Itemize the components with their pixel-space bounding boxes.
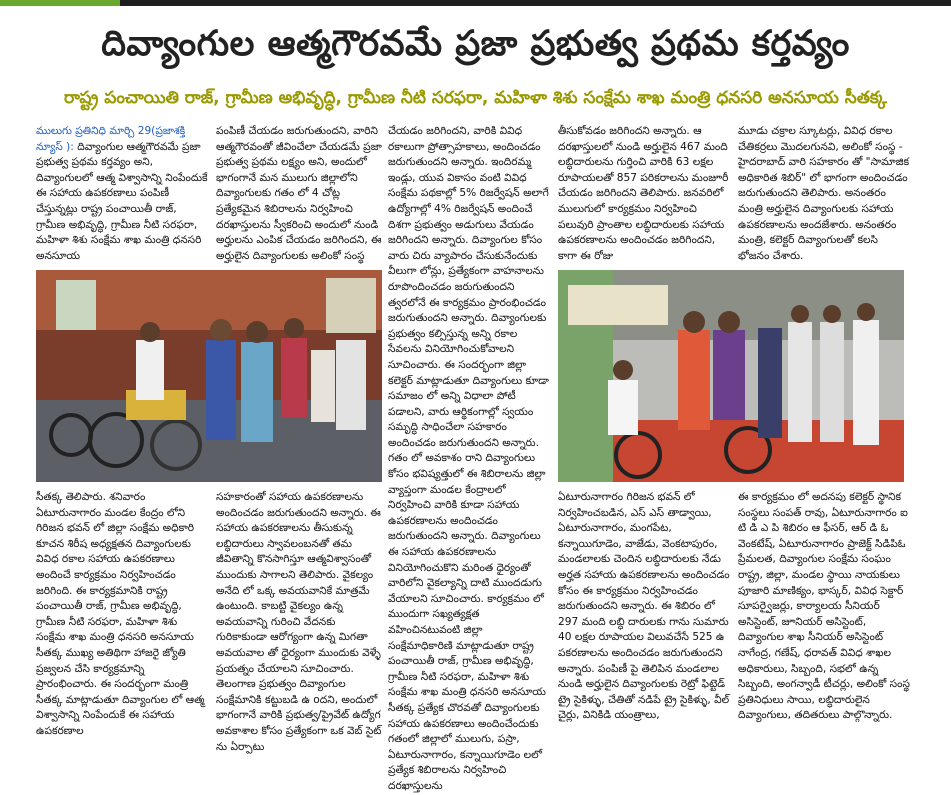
top-rule xyxy=(0,0,951,6)
article-column-1-bottom xyxy=(36,490,208,756)
col3-text: చేయడం జరిగిందని, వారికి వివిధ రకాలుగా ప్రోత్సాహకాలు, అందించడం జరుగుతుందని అన్నారు. ఇందిరమ్మ ఇండ్లు, యువ వికాసం వంటి వివిధ సంక్షేమ పథకాల్లో 5% రిజర్వేషన్ అలాగే ఉద్యోగాల్లో 4% రిజర్వేషన్ అందించే దిశగా ప్రభుత్వం అడుగులు వేయడం జరిగిందని అన్నారు. దివ్యాంగుల కోసం వారు చిరు వ్యాపారం చేసుకునేందుకు వీలుగా లోన్లు, ప్రత్యేకంగా వాహనాలను రూపొందించడం జరుగుతుందని త్వరలోనే ఈ కార్యక్రమం ప్రారంభించడం జరుగుతుందని అన్నారు. దివ్యాంగులకు ప్రభుత్వం కల్పిస్తున్న అన్ని రకాల సేవలను వినియోగించుకోవాలని సూచించారు. ఈ సందర్భంగా జిల్లా కలెక్టర్ మాట్లాడుతూ దివ్యాంగులు కూడా సమాజం లో అన్ని విధాలా పోటీ పడాలని, వారు ఆర్థికంగాల్లో స్వయం సమృద్ధి సాధించేలా సహకారం అందించడం జరుగుతుందని అన్నారు. గతం లో అవకాశం రాని దివ్యాంగులు కోసం భవిష్యత్తులో ఈ శిబిరాలను జిల్లా వ్యాప్తంగా మండల కేంద్రాలలో నిర్వహించి వారికి కూడా సహాయ ఉపకరణాలను అందించడం జరుగుతుందని అన్నారు. దివ్యాంగులు ఈ సహాయ ఉపకరణాలను వినియోగించుకొని మరింత ధైర్యంతో వారిలోని వైకల్యాన్ని దాటి ముందడుగు వేయాలని సూచించారు. కార్యక్రమం లో ముందుగా సఖ్యత్యక్షత వహించినటువంటి జిల్లా సంక్షేమాధికారిణి మాట్లాడుతూ రాష్ట్ర పంచాయితీ రాజ్, గ్రామీణ అభివృద్ధి, గ్రామీణ నీటి సరఫరా, మహిళా శిశు సంక్షేమ శాఖ మంత్రి ధనసరి అనసూయ సీతక్క ప్రత్యేక చొరవతో దివ్యాంగులకు సహాయ ఉపకరణాలు అందించేందుకు గతంలో జిల్లాలో ములుగు, పస్రా, ఏటూరునాగారం, కన్నాయిగూడెం లలో ప్రత్యేక శిబిరాలను నిర్వహించి దరఖాస్తులను xyxy=(388,125,549,792)
col1-bottom-text: సీతక్క తెలిపారు. శనివారం ఏటూరునాగారం మండల కేంద్రం లోని గిరిజన భవన్ లో జిల్లా సంక్షేమ అధికారి కూచన శిరీష అధ్యక్షతన దివ్యాంగులకు వివిధ రకాల సహాయ ఉపకరణాలు అందించే కార్యక్రమం నిర్వహించడం జరిగింది. ఈ కార్యక్రమానికి రాష్ట్ర పంచాయితీ రాజ్, గ్రామీణ అభివృద్ధి, గ్రామీణ నీటి సరఫరా, మహిళా శిశు సంక్షేమ శాఖ మంత్రి ధనసరి అనసూయ సీతక్క ముఖ్య అతిథిగా హాజరై జ్యోతి ప్రజ్వలన చేసి కార్యక్రమాన్ని ప్రారంభించారు. ఈ సందర్భంగా మంత్రి సీతక్క మాట్లాడుతూ దివ్యాంగుల లో ఆత్మ విశ్వాసాన్ని నింపేందుకే ఈ సహాయ ఉపకరణాల xyxy=(36,491,205,737)
article-column-5-top xyxy=(738,124,910,264)
col4-bottom-text: ఏటూరునాగారం గిరిజన భవన్ లో నిర్వహించబడిన, ఎస్ ఎస్ తాడ్వాయి, ఏటూరునాగారం, మంగపేట, కన్నాయిగూడెం, వాజేడు, వెంకటాపురం, మండలాలకు చెందిన లబ్ధిదారులకు నేడు అర్హత సహాయ ఉపకరణాలను అందించడం కోసం ఈ కార్యక్రమం నిర్వహించడం జరుగుతుందని అన్నారు. ఈ శిబిరం లో 297 మంది లబ్ధి దారులకు గాను సుమారు 40 లక్షల రూపాయల విలువచేసే 525 ఉ పకరణాలను అందించడం జరుగుతుందని అన్నారు. పంపిణీ పై తెలిపిన మండలాల నుండి అర్హులైన దివ్యాంగులకు రెట్రో ఫిట్టెడ్ ట్రై సైకిళ్ళు, చేతితో నడిపే ట్రై సైకిళ్ళు, వీల్ చైర్లు, వినికిడి యంత్రాలు, xyxy=(558,491,730,722)
article-column-2-bottom xyxy=(216,490,382,756)
article-column-1-top xyxy=(36,124,208,264)
article-column-5-bottom xyxy=(738,490,910,756)
event-photo-left xyxy=(36,270,382,482)
col1-top-text: దివ్యాంగుల ఆత్మగౌరవమే ప్రజా ప్రభుత్వ ప్రథమ కర్తవ్యం అని, దివ్యాంగులలో ఆత్మ విశ్వాసాన్ని నింపేందుకే ఈ సహాయ ఉపకరణాలు పంపిణీ చేస్తున్నట్లు రాష్ట్ర పంచాయితీ రాజ్, గ్రామీణ అభివృద్ధి, గ్రామీణ నీటి సరఫరా, మహిళా శిశు సంక్షేమ శాఖ మంత్రి ధనసరి అనసూయ xyxy=(36,140,208,262)
article-column-4-top xyxy=(558,124,730,264)
event-photo-right xyxy=(558,270,904,482)
col5-top-text: మూడు చక్రాల స్కూటర్లు, వివిధ రకాల చేతికర్రలు మొదలగునవి, అలింకో సంస్థ - హైదరాబాద్ వారి సహకారం తో "సామాజిక అధికారిత శిబిర్" లో భాగంగా అందించడం జరుగుతుందని తెలిపారు. అనంతరం మంత్రి అర్హులైన దివ్యాంగులకు సహాయ ఉపకరణాలను అందజేశారు. అనంతరం మంత్రి, కలెక్టర్ దివ్యాంగులతో కలసి భోజనం చేశారు. xyxy=(738,125,910,262)
headline: దివ్యాంగుల ఆత్మగౌరవమే ప్రజా ప్రభుత్వ ప్రథమ కర్తవ్యం xyxy=(101,24,850,64)
col4-top-text: తీసుకోవడం జరిగిందని అన్నారు. ఆ దరఖాస్తులలో నుండి అర్హులైన 467 మంది లబ్ధిదారులను గుర్తించి వారికి 63 లక్షల రూపాయలతో 857 పరికరాలను మంజూరీ చేయడం జరిగిందని తెలిపారు. జనవరిలో ములుగులో కార్యక్రమం నిర్వహించి పలువురి ప్రాంతాల లబ్ధిదారులకు సహాయ ఉపకరణాలను అందించడం జరిగిందని, కాగా ఈ రోజు xyxy=(558,125,729,262)
col2-bottom-text: సహకారంతో సహాయ ఉపకరణాలను అందించడం జరుగుతుందని అన్నారు. ఈ సహాయ ఉపకరణాలను తీసుకున్న లబ్ధిదారులు స్వావలంబనతో తమ జీవితాన్ని కొనసాగిస్తూ ఆత్మవిశ్వాసంతో ముందుకు సాగాలని తెలిపారు. వైకల్యం అనేది లో ఒక్క అవయవానికే మాత్రమే ఉంటుంది. కాబట్టి వైకల్యం ఉన్న అవయవాన్ని గురించి వేదనకు గురికాకుండా ఆరోగ్యంగా ఉన్న మిగతా అవయవాల తో ధైర్యంగా ముందుకు వెళ్ళే ప్రయత్నం చేయాలని సూచించారు. తెలంగాణ ప్రభుత్వం దివ్యాంగుల సంక్షేమానికి కట్టుబడి ఉ oదని, అందులో భాగంగానే వారికి ప్రభుత్వ/ప్రైవేట్ ఉద్యోగ అవకాశాల కోసం ప్రత్యేకంగా ఒక వెబ్ సైట్ ను ఏర్పాటు xyxy=(216,491,382,753)
dateline: ములుగు ప్రతినిధి మార్చి 29(ప్రజాశక్తి న్యూస్ ): xyxy=(36,125,186,153)
col5-bottom-text: ఈ కార్యక్రమం లో అదనపు కలెక్టర్ స్థానిక సంస్థలు సంపత్ రావు, ఏటూరునాగారం ఐ టి డి ఎ పి శిబిరం ఆ ఫీసర్, ఆర్ డి ఓ వెంకటేష్, ఏటూరునాగారం ప్రాజెక్ట్ సిడిపిఓ ప్రేమలత, దివ్యాంగుల సంక్షేమ సంఘం రాష్ట్ర, జిల్లా, మండల స్థాయి నాయకులు పూజారి మాణిక్యం, భాస్కర్, వివిధ సెక్టార్ సూపర్వైజర్లు, కార్యాలయ సీనియర్ అసిస్టెంట్, జూనియర్ అసిస్టెంట్, దివ్యాంగుల శాఖ సీనియర్ అసిస్టెంట్ నాగేంద్ర, గణేష్, ధరావత్ వివిధ శాఖల అధికారులు, సిబ్బంది, సభలో ఉన్న సిబ్బంది, అంగన్వాడీ టీచర్లు, అలింకో సంస్థ ప్రతినిధులు సాయి, లబ్ధిదారులైన దివ్యాంగులు, తదితరులు పాల్గొన్నారు. xyxy=(738,491,910,722)
article-column-4-bottom xyxy=(558,490,730,756)
article-column-2-top xyxy=(216,124,382,264)
article-column-3 xyxy=(388,124,550,792)
col2-top-text: పంపిణీ చేయడం జరుగుతుందని, వారిని ఆత్మగౌరవంతో జీవించేలా చేయడమే ప్రజా ప్రభుత్వ ప్రథమ లక్ష్యం అని, అందులో భాగంగానే మన ములుగు జిల్లాలోని దివ్యాంగులకు గతం లో 4 చోట్ల ప్రత్యేకమైన శిబిరాలను నిర్వహించి దరఖాస్తులను స్వీకరించి అందులో నుండి అర్హులను ఎంపిక చేయడం జరిగిందని, ఈ అర్హులైన దివ్యాంగులకు అలింకో సంస్థ xyxy=(216,125,382,262)
subheadline: రాష్ట్ర పంచాయితి రాజ్, గ్రామీణ అభివృద్ధి, గ్రామీణ నీటి సరఫరా, మహిళా శిశు సంక్షేమ శాఖ మంత్రి ధనసరి అనసూయ సీతక్క xyxy=(63,88,888,108)
top-rule-accent xyxy=(0,0,120,6)
